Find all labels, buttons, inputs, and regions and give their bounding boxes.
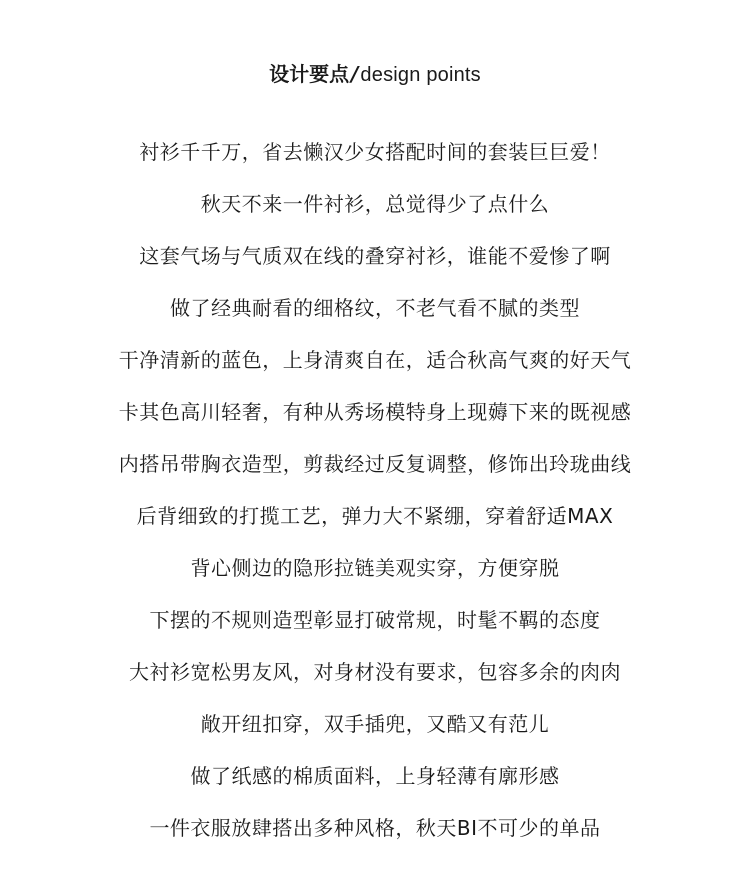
design-point-line: 下摆的不规则造型彰显打破常规，时髦不羁的态度: [149, 608, 601, 632]
design-point-line: 这套气场与气质双在线的叠穿衬衫，谁能不爱惨了啊: [139, 244, 611, 268]
section-heading: [0, 60, 750, 89]
heading-english: design points: [360, 64, 481, 86]
design-point-line: 卡其色高川轻奢，有种从秀场模特身上现薅下来的既视感: [118, 400, 632, 424]
heading-chinese: 设计要点: [269, 62, 350, 86]
design-point-line: 衬衫千千万，省去懒汉少女搭配时间的套装巨巨爱！: [139, 140, 611, 164]
heading-separator: /: [351, 62, 359, 86]
design-point-line: 干净清新的蓝色，上身清爽自在，适合秋高气爽的好天气: [118, 348, 632, 372]
design-point-line: 一件衣服放肆搭出多种风格，秋天BI不可少的单品: [149, 816, 601, 840]
design-point-line: 内搭吊带胸衣造型，剪裁经过反复调整，修饰出玲珑曲线: [118, 452, 632, 476]
design-point-line: 背心侧边的隐形拉链美观实穿，方便穿脱: [190, 556, 560, 580]
design-point-line: 大衬衫宽松男友风，对身材没有要求，包容多余的肉肉: [129, 660, 621, 684]
design-point-line: 秋天不来一件衬衫，总觉得少了点什么: [200, 192, 550, 216]
design-point-line: 做了经典耐看的细格纹，不老气看不腻的类型: [170, 296, 580, 320]
design-point-line: 敞开纽扣穿，双手插兜，又酷又有范儿: [200, 712, 550, 736]
design-points-list: [0, 138, 750, 866]
design-point-line: 后背细致的打揽工艺，弹力大不紧绷，穿着舒适MAX: [136, 504, 614, 528]
design-point-line: 做了纸感的棉质面料，上身轻薄有廓形感: [190, 764, 560, 788]
